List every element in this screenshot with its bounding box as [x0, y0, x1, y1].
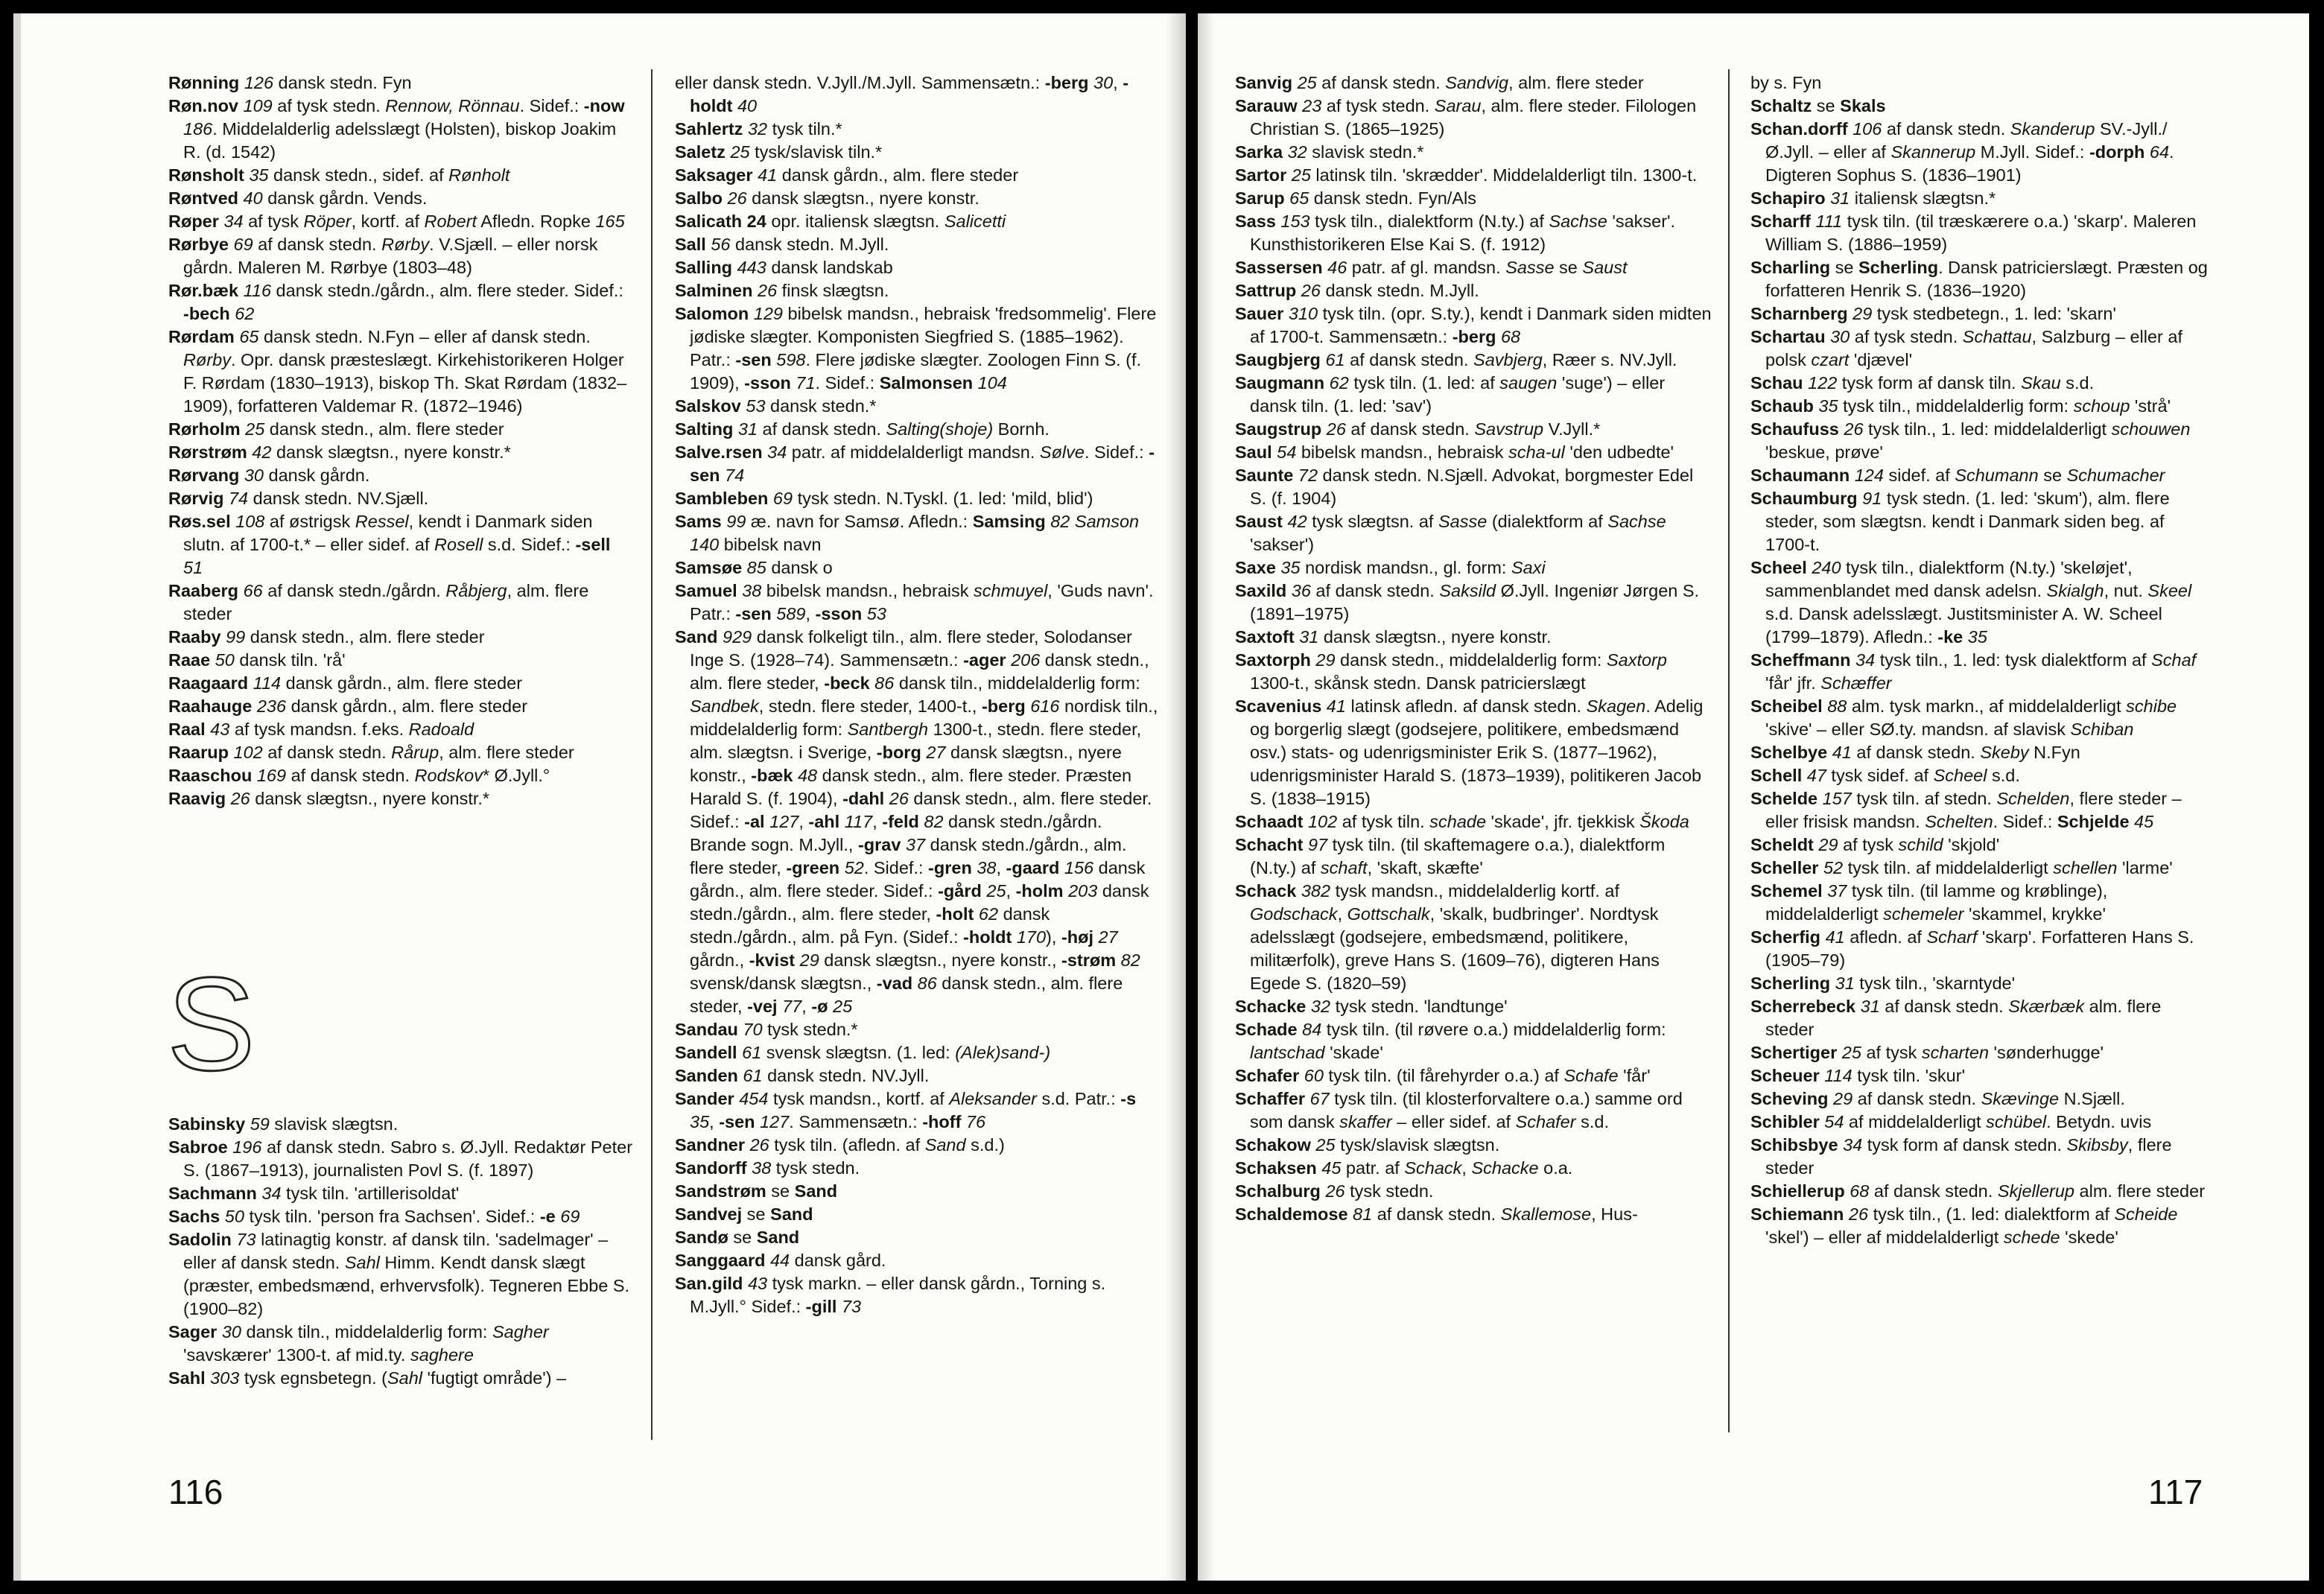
dictionary-entry: Røntved 40 dansk gårdn. Vends. — [168, 188, 428, 208]
dictionary-entry: Røper 34 af tysk Röper, kortf. af Robert Afledn. Ropke 165 — [168, 212, 625, 231]
dictionary-entry: Schelbye 41 af dansk stedn. Skeby N.Fyn — [1750, 743, 2080, 762]
dictionary-entry: Rønsholt 35 dansk stedn., sidef. af Rønholt — [168, 165, 510, 185]
dictionary-entry: Saunte 72 dansk stedn. N.Sjæll. Advokat, borgmester Edel S. (f. 1904) — [1235, 466, 1694, 508]
dictionary-entry: Sassersen 46 patr. af gl. mandsn. Sasse se Saust — [1235, 258, 1628, 277]
column-left-b — [675, 72, 1159, 1318]
dictionary-entry: by s. Fyn — [1750, 73, 1822, 92]
dictionary-entry: Schell 47 tysk sidef. af Scheel s.d. — [1750, 766, 2020, 785]
entries-r — [168, 72, 633, 810]
dictionary-entry: Saxtorph 29 dansk stedn., middelalderlig form: Saxtorp 1300-t., skånsk stedn. Dansk patricierslægt — [1235, 650, 1667, 693]
dictionary-entry: Schan.dorff 106 af dansk stedn. Skanderup SV.-Jyll./Ø.Jyll. – eller af Skannerup M.Jyll. Sidef.: -dorph 64. Digteren Sophus S. (1836–1901) — [1750, 119, 2174, 185]
entries-sch — [1750, 72, 2212, 1249]
dictionary-entry: Scharff 111 tysk tiln. (til træskærere o.a.) 'skarp'. Maleren William S. (1886–1959) — [1750, 212, 2197, 254]
dictionary-entry: Schaltz se Skals — [1750, 96, 1886, 115]
dictionary-entry: Schiemann 26 tysk tiln., (1. led: dialektform af Scheide 'skel') – eller af middelalderligt schede 'skede' — [1750, 1204, 2178, 1247]
dictionary-entry: Schaufuss 26 tysk tiln., 1. led: middelalderligt schouwen 'beskue, prøve' — [1750, 419, 2191, 462]
dictionary-entry: Schaub 35 tysk tiln., middelalderlig form: schoup 'strå' — [1750, 396, 2171, 416]
entries-s — [168, 1113, 633, 1390]
dictionary-entry: Sander 454 tysk mandsn., kortf. af Aleksander s.d. Patr.: -s 35, -sen 127. Sammensætn.: -hoff 76 — [675, 1089, 1137, 1131]
column-divider — [1728, 69, 1730, 1432]
dictionary-entry: Sass 153 tysk tiln., dialektform (N.ty.) af Sachse 'sakser'. Kunsthistorikeren Else Kai S. (f. 1912) — [1235, 212, 1676, 254]
dictionary-entry: Sattrup 26 dansk stedn. M.Jyll. — [1235, 281, 1479, 300]
section-letter: S — [167, 950, 255, 1098]
dictionary-entry: Schaffer 67 tysk tiln. (til klosterforvaltere o.a.) samme ord som dansk skaffer – eller sidef. af Schafer s.d. — [1235, 1089, 1683, 1131]
dictionary-entry: Scherling 31 tysk tiln., 'skarntyde' — [1750, 974, 2016, 993]
dictionary-entry: Schack 382 tysk mandsn., middelalderlig kortf. af Godschack, Gottschalk, 'skalk, budbringer'. Nordtysk adelsslægt (godsejere, embedsmænd, politikere, militærfolk), greve Hans S. (1609–76), digteren Hans Egede S. (1820–59) — [1235, 881, 1660, 993]
dictionary-entry: Saxtoft 31 dansk slægtsn., nyere konstr. — [1235, 627, 1552, 647]
column-right-a — [1235, 72, 1713, 1226]
dictionary-entry: Schau 122 tysk form af dansk tiln. Skau s.d. — [1750, 373, 2095, 393]
dictionary-entry: Rørstrøm 42 dansk slægtsn., nyere konstr.* — [168, 442, 511, 462]
dictionary-entry: Scheuer 114 tysk tiln. 'skur' — [1750, 1066, 1966, 1085]
dictionary-entry: Samuel 38 bibelsk mandsn., hebraisk schmuyel, 'Guds navn'. Patr.: -sen 589, -sson 53 — [675, 581, 1154, 623]
dictionary-entry: Sanden 61 dansk stedn. NV.Jyll. — [675, 1066, 930, 1085]
dictionary-entry: Sabinsky 59 slavisk slægtsn. — [168, 1114, 399, 1134]
dictionary-entry: Sandau 70 tysk stedn.* — [675, 1020, 858, 1039]
dictionary-entry: Sahl 303 tysk egnsbetegn. (Sahl 'fugtigt område') – — [168, 1368, 567, 1388]
dictionary-entry: Salskov 53 dansk stedn.* — [675, 396, 877, 416]
dictionary-entry: Salomon 129 bibelsk mandsn., hebraisk 'fredsommelig'. Flere jødiske slægter. Komponisten Siegfried S. (1885–1962). Patr.: -sen 598. Flere jødiske slægter. Zoologen Finn S. (f. 1909), -sson 71. Sidef.: Salmonsen 104 — [675, 304, 1157, 393]
dictionary-entry: Saul 54 bibelsk mandsn., hebraisk scha-ul 'den udbedte' — [1235, 442, 1674, 462]
dictionary-entry: Scavenius 41 latinsk afledn. af dansk stedn. Skagen. Adelig og borgerlig slægt (godsejere, politikere, embedsmænd osv.) stats- og udenrigsminister Erik S. (1877–1962), udenrigsminister Harald S. (1873–1939), politikeren Jacob S. (1838–1915) — [1235, 696, 1704, 808]
dictionary-entry: Sartor 25 latinsk tiln. 'skrædder'. Middelalderligt tiln. 1300-t. — [1235, 165, 1698, 185]
dictionary-entry: Schaumann 124 sidef. af Schumann se Schumacher — [1750, 466, 2165, 485]
dictionary-entry: Sams 99 æ. navn for Samsø. Afledn.: Samsing 82 Samson 140 bibelsk navn — [675, 512, 1140, 554]
dictionary-entry: Scherrebeck 31 af dansk stedn. Skærbæk alm. flere steder — [1750, 997, 2162, 1039]
dictionary-entry: Saksager 41 dansk gårdn., alm. flere steder — [675, 165, 1019, 185]
dictionary-entry: Schafer 60 tysk tiln. (til fårehyrder o.a.) af Schafe 'får' — [1235, 1066, 1651, 1085]
page-right — [1198, 13, 2309, 1581]
dictionary-entry: Sabroe 196 af dansk stedn. Sabro s. Ø.Jyll. Redaktør Peter S. (1867–1913), journalisten Povl S. (f. 1897) — [168, 1137, 633, 1180]
dictionary-entry: Sauer 310 tysk tiln. (opr. S.ty.), kendt i Danmark siden midten af 1700-t. Sammensætn.: -berg 68 — [1235, 304, 1712, 346]
dictionary-entry: Scheffmann 34 tysk tiln., 1. led: tysk dialektform af Schaf 'får' jfr. Schæffer — [1750, 650, 2197, 693]
dictionary-entry: Sanvig 25 af dansk stedn. Sandvig, alm. flere steder — [1235, 73, 1644, 92]
dictionary-entry: Raavig 26 dansk slægtsn., nyere konstr.* — [168, 789, 490, 808]
dictionary-entry: Sandell 61 svensk slægtsn. (1. led: (Alek)sand-) — [675, 1043, 1051, 1062]
dictionary-entry: Schacht 97 tysk tiln. (til skaftemagere o.a.), dialektform (N.ty.) af schaft, 'skaft, skæfte' — [1235, 835, 1666, 877]
dictionary-entry: Salling 443 dansk landskab — [675, 258, 893, 277]
dictionary-entry: Scheel 240 tysk tiln., dialektform (N.ty.) 'skeløjet', sammenblandet med dansk adelsn. Skialgh, nut. Skeel s.d. Dansk adelsslægt. Justitsminister A. W. Scheel (1799–1879). Afledn.: -ke 35 — [1750, 558, 2192, 647]
dictionary-entry: eller dansk stedn. V.Jyll./M.Jyll. Sammensætn.: -berg 30, -holdt 40 — [675, 73, 1129, 115]
dictionary-entry: Scheller 52 tysk tiln. af middelalderligt schellen 'larme' — [1750, 858, 2173, 877]
column-left-a — [168, 72, 633, 810]
dictionary-entry: Scheibel 88 alm. tysk markn., af middelalderligt schibe 'skive' – eller SØ.ty. mandsn. af slavisk Schiban — [1750, 696, 2177, 739]
dictionary-entry: Schemel 37 tysk tiln. (til lamme og krøblinge), middelalderligt schemeler 'skammel, krykke' — [1750, 881, 2108, 924]
dictionary-entry: Sarup 65 dansk stedn. Fyn/Als — [1235, 188, 1476, 208]
dictionary-entry: Sager 30 dansk tiln., middelalderlig form: Sagher 'savskærer' 1300-t. af mid.ty. saghere — [168, 1322, 549, 1365]
column-divider — [651, 69, 653, 1440]
dictionary-entry: Rørvig 74 dansk stedn. NV.Sjæll. — [168, 489, 429, 508]
dictionary-entry: Scheldt 29 af tysk schild 'skjold' — [1750, 835, 2000, 854]
dictionary-entry: Schakow 25 tysk/slavisk slægtsn. — [1235, 1135, 1500, 1155]
dictionary-entry: Scherfig 41 afledn. af Scharf 'skarp'. Forfatteren Hans S. (1905–79) — [1750, 927, 2194, 970]
dictionary-entry: Schibler 54 af middelalderligt schübel. Betydn. uvis — [1750, 1112, 2152, 1131]
dictionary-entry: Schade 84 tysk tiln. (til røvere o.a.) middelalderlig form: lantschad 'skade' — [1235, 1020, 1666, 1062]
dictionary-entry: Raaberg 66 af dansk stedn./gårdn. Råbjerg, alm. flere steder — [168, 581, 589, 623]
dictionary-entry: Sahlertz 32 tysk tiln.* — [675, 119, 842, 139]
dictionary-entry: Rønning 126 dansk stedn. Fyn — [168, 73, 412, 92]
dictionary-entry: Samsøe 85 dansk o — [675, 558, 833, 577]
dictionary-entry: Sand 929 dansk folkeligt tiln., alm. flere steder, Solodanser Inge S. (1928–74). Sammensætn.: -ager 206 dansk stedn., alm. flere steder, -beck 86 dansk tiln., middelalderlig form: Sandbek, stedn. flere steder, 1400-t., -berg 616 nordisk tiln., middelalderlig form: Santbergh 1300-t., stedn. flere steder, alm. slægtsn. i Sverige, -borg 27 dansk slægtsn., nyere konstr., -bæk 48 dansk stedn., alm. flere steder. Præsten Harald S. (f. 1904), -dahl 26 dansk stedn., alm. flere steder. Sidef.: -al 127, -ahl 117, -feld 82 dansk stedn./gårdn. Brande sogn. M.Jyll., -grav 37 dansk stedn./gårdn., alm. flere steder, -green 52. Sidef.: -gren 38, -gaard 156 dansk gårdn., alm. flere steder. Sidef.: -gård 25, -holm 203 dansk stedn./gårdn., alm. flere steder, -holt 62 dansk stedn./gårdn., alm. på Fyn. (Sidef.: -holdt 170), -høj 27 gårdn., -kvist 29 dansk slægtsn., nyere konstr., -strøm 82 svensk/dansk slægtsn., -vad 86 dansk stedn., alm. flere steder, -vej 77, -ø 25 — [675, 627, 1158, 1016]
dictionary-entry: Raarup 102 af dansk stedn. Rårup, alm. flere steder — [168, 743, 574, 762]
dictionary-entry: Schacke 32 tysk stedn. 'landtunge' — [1235, 997, 1508, 1016]
dictionary-entry: Sandstrøm se Sand — [675, 1181, 838, 1201]
dictionary-entry: Salminen 26 finsk slægtsn. — [675, 281, 889, 300]
dictionary-entry: Schartau 30 af tysk stedn. Schattau, Salzburg – eller af polsk czart 'djævel' — [1750, 327, 2183, 369]
dictionary-entry: Røn.nov 109 af tysk stedn. Rennow, Rönnau. Sidef.: -now 186. Middelalderlig adelsslægt (Holsten), biskop Joakim R. (d. 1542) — [168, 96, 625, 162]
dictionary-entry: Raaby 99 dansk stedn., alm. flere steder — [168, 627, 485, 647]
dictionary-entry: Schertiger 25 af tysk scharten 'sønderhugge' — [1750, 1043, 2104, 1062]
dictionary-entry: Schaksen 45 patr. af Schack, Schacke o.a. — [1235, 1158, 1573, 1178]
dictionary-entry: Sachs 50 tysk tiln. 'person fra Sachsen'. Sidef.: -e 69 — [168, 1207, 580, 1226]
dictionary-entry: Saxild 36 af dansk stedn. Saksild Ø.Jyll. Ingeniør Jørgen S. (1891–1975) — [1235, 581, 1700, 623]
dictionary-entry: Sandø se Sand — [675, 1228, 800, 1247]
dictionary-entry: Schaumburg 91 tysk stedn. (1. led: 'skum'), alm. flere steder, som slægtsn. kendt i Danmark siden beg. af 1700-t. — [1750, 489, 2170, 554]
dictionary-entry: Saugbjerg 61 af dansk stedn. Savbjerg, Ræer s. NV.Jyll. — [1235, 350, 1677, 369]
dictionary-entry: Raae 50 dansk tiln. 'rå' — [168, 650, 346, 670]
dictionary-entry: Sall 56 dansk stedn. M.Jyll. — [675, 235, 889, 254]
dictionary-entry: Scharnberg 29 tysk stedbetegn., 1. led: 'skarn' — [1750, 304, 2116, 323]
dictionary-entry: Saxe 35 nordisk mandsn., gl. form: Saxi — [1235, 558, 1546, 577]
page-left — [13, 13, 1186, 1581]
dictionary-entry: Rørvang 30 dansk gårdn. — [168, 466, 370, 485]
dictionary-entry: Salve.rsen 34 patr. af middelalderligt mandsn. Sølve. Sidef.: -sen 74 — [675, 442, 1155, 485]
dictionary-entry: Sandner 26 tysk tiln. (afledn. af Sand s.d.) — [675, 1135, 1005, 1155]
dictionary-entry: Salicath 24 opr. italiensk slægtsn. Salicetti — [675, 212, 1006, 231]
dictionary-entry: Rørholm 25 dansk stedn., alm. flere steder — [168, 419, 504, 439]
dictionary-entry: Sambleben 69 tysk stedn. N.Tyskl. (1. led: 'mild, blid') — [675, 489, 1093, 508]
dictionary-entry: Scheving 29 af dansk stedn. Skævinge N.Sjæll. — [1750, 1089, 2125, 1108]
dictionary-entry: Schaadt 102 af tysk tiln. schade 'skade', jfr. tjekkisk Škoda — [1235, 812, 1689, 831]
entries-sa — [675, 72, 1159, 1318]
dictionary-entry: Schelde 157 tysk tiln. af stedn. Schelden, flere steder – eller frisisk mandsn. Schelten. Sidef.: Schjelde 45 — [1750, 789, 2182, 831]
dictionary-entry: Sachmann 34 tysk tiln. 'artillerisoldat' — [168, 1184, 460, 1203]
dictionary-entry: Saugmann 62 tysk tiln. (1. led: af saugen 'suge') – eller dansk tiln. (1. led: 'sav') — [1235, 373, 1666, 416]
dictionary-entry: Saust 42 tysk slægtsn. af Sasse (dialektform af Sachse 'sakser') — [1235, 512, 1666, 554]
dictionary-entry: Schibsbye 34 tysk form af dansk stedn. Skibsby, flere steder — [1750, 1135, 2172, 1178]
dictionary-entry: Rørbye 69 af dansk stedn. Rørby. V.Sjæll. – eller norsk gårdn. Maleren M. Rørbye (1803–48) — [168, 235, 598, 277]
page-edge — [13, 13, 21, 1581]
dictionary-entry: San.gild 43 tysk markn. – eller dansk gårdn., Torning s. M.Jyll.° Sidef.: -gill 73 — [675, 1274, 1106, 1316]
dictionary-entry: Saletz 25 tysk/slavisk tiln.* — [675, 142, 883, 162]
binding-shadow — [1166, 13, 1186, 1581]
dictionary-entry: Rør.bæk 116 dansk stedn./gårdn., alm. flere steder. Sidef.: -bech 62 — [168, 281, 623, 323]
dictionary-entry: Salbo 26 dansk slægtsn., nyere konstr. — [675, 188, 980, 208]
page-number: 116 — [168, 1473, 223, 1511]
dictionary-entry: Sanggaard 44 dansk gård. — [675, 1251, 886, 1270]
dictionary-entry: Saugstrup 26 af dansk stedn. Savstrup V.Jyll.* — [1235, 419, 1601, 439]
dictionary-entry: Raaschou 169 af dansk stedn. Rodskov* Ø.Jyll.° — [168, 766, 550, 785]
binding-shadow — [1198, 13, 1214, 1581]
dictionary-entry: Sarauw 23 af tysk stedn. Sarau, alm. flere steder. Filologen Christian S. (1865–1925) — [1235, 96, 1697, 139]
dictionary-entry: Sarka 32 slavisk stedn.* — [1235, 142, 1424, 162]
entries-san-sch — [1235, 72, 1713, 1226]
dictionary-entry: Schaldemose 81 af dansk stedn. Skallemose, Hus- — [1235, 1204, 1638, 1224]
dictionary-entry: Schiellerup 68 af dansk stedn. Skjellerup alm. flere steder — [1750, 1181, 2206, 1201]
dictionary-entry: Salting 31 af dansk stedn. Salting(shoje) Bornh. — [675, 419, 1050, 439]
dictionary-entry: Røs.sel 108 af østrigsk Ressel, kendt i Danmark siden slutn. af 1700-t.* – eller sidef. af Rosell s.d. Sidef.: -sell 51 — [168, 512, 611, 577]
dictionary-entry: Scharling se Scherling. Dansk patricierslægt. Præsten og forfatteren Henrik S. (1836–1920) — [1750, 258, 2208, 300]
column-left-a-bottom — [168, 1113, 633, 1390]
dictionary-entry: Raagaard 114 dansk gårdn., alm. flere steder — [168, 673, 523, 693]
dictionary-entry: Sandorff 38 tysk stedn. — [675, 1158, 860, 1178]
dictionary-entry: Raal 43 af tysk mandsn. f.eks. Radoald — [168, 720, 474, 739]
dictionary-entry: Raahauge 236 dansk gårdn., alm. flere steder — [168, 696, 528, 716]
page-number: 117 — [2148, 1473, 2203, 1511]
dictionary-entry: Sadolin 73 latinagtig konstr. af dansk tiln. 'sadelmager' – eller af dansk stedn. Sahl Himm. Kendt dansk slægt (præster, embedsmænd, erhvervsfolk). Tegneren Ebbe S. (1900–82) — [168, 1230, 630, 1318]
column-right-b — [1750, 72, 2212, 1249]
dictionary-entry: Schalburg 26 tysk stedn. — [1235, 1181, 1434, 1201]
dictionary-entry: Rørdam 65 dansk stedn. N.Fyn – eller af dansk stedn. Rørby. Opr. dansk præsteslægt. Kirkehistorikeren Holger F. Rørdam (1830–1913), biskop Th. Skat Rørdam (1832–1909), forfatteren Valdemar R. (1872–1946) — [168, 327, 627, 416]
dictionary-entry: Schapiro 31 italiensk slægtsn.* — [1750, 188, 1996, 208]
dictionary-entry: Sandvej se Sand — [675, 1204, 813, 1224]
